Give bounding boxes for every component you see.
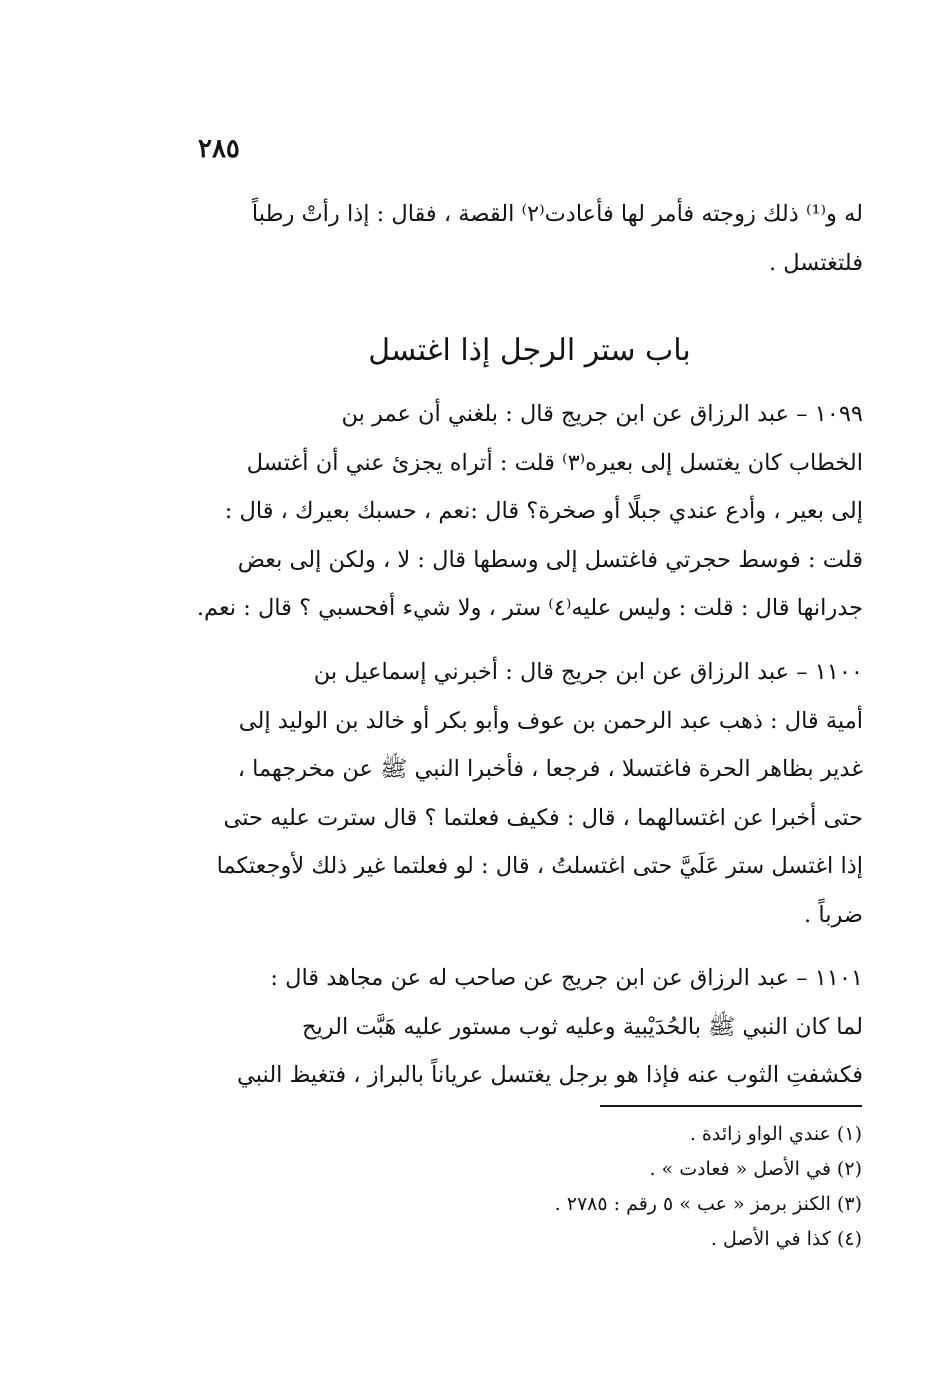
text-line: لما كان النبي ﷺ بالحُدَيْبية وعليه ثوب مستور عليه هَبَّت الريح — [301, 1013, 863, 1040]
text-line: ضرباً . — [804, 901, 863, 928]
footnote-divider — [600, 1105, 862, 1107]
hadith-1100 — [196, 648, 863, 939]
page-number: ٢٨٥ — [198, 134, 240, 164]
text-line: قلت : فوسط حجرتي فاغتسل إلى وسطها قال : لا ، ولكن إلى بعض — [237, 546, 863, 573]
text-line: جدرانها قال : قلت : وليس عليه⁽٤⁾ ستر ، ولا شيء أفحسبي ؟ قال : نعم. — [196, 595, 863, 621]
text-line: الخطاب كان يغتسل إلى بعيره⁽٣⁾ قلت : أتراه يجزئ عني أن أغتسل — [246, 449, 863, 476]
text-line: فكشفتِ الثوب عنه فإذا هو برجل يغتسل عرياناً بالبراز ، فتغيظ النبي — [236, 1062, 863, 1088]
chapter-title: باب ستر الرجل إذا اغتسل — [368, 333, 691, 368]
intro-paragraph — [196, 190, 863, 287]
text-line: ١١٠١ – عبد الرزاق عن ابن جريج عن صاحب له عن مجاهد قال : — [270, 965, 863, 991]
text-line: إلى بعير ، وأدع عندي جبلًا أو صخرة؟ قال :نعم ، حسبك بعيرك ، قال : — [224, 498, 863, 524]
text-line: أمية قال : ذهب عبد الرحمن بن عوف وأبو بكر أو خالد بن الوليد إلى — [238, 707, 863, 734]
text-line: إذا اغتسل ستر عَلَيَّ حتى اغتسلتُ ، قال : لو فعلتما غير ذلك لأوجعتكما — [216, 853, 863, 879]
footnote-2: (٢) في الأصل « فعادت » . — [649, 1158, 862, 1180]
footnote-1: (١) عندي الواو زائدة . — [689, 1123, 862, 1145]
hadith-1099 — [196, 390, 863, 633]
footnote-4: (٤) كذا في الأصل . — [710, 1228, 862, 1250]
text-line: ١٠٩٩ – عبد الرزاق عن ابن جريج قال : بلغني أن عمر بن — [341, 401, 863, 427]
text-line: له و⁽¹⁾ ذلك زوجته فأمر لها فأعادت⁽٢⁾ القصة ، فقال : إذا رأتْ رطباً — [251, 201, 863, 227]
text-line: غدير بظاهر الحرة فاغتسلا ، فرجعا ، فأخبرا النبي ﷺ عن مخرجهما ، — [237, 756, 863, 782]
footnote-3: (٣) الكنز برمز « عب » ٥ رقم : ٢٧٨٥ . — [554, 1193, 862, 1215]
footnotes — [380, 1117, 862, 1257]
hadith-1101 — [196, 954, 863, 1100]
text-line: فلتغتسل . — [768, 249, 863, 276]
text-line: حتى أخبرا عن اغتسالهما ، قال : فكيف فعلتما ؟ قال سترت عليه حتى — [223, 804, 863, 831]
text-line: ١١٠٠ – عبد الرزاق عن ابن جريج قال : أخبرني إسماعيل بن — [313, 659, 863, 685]
